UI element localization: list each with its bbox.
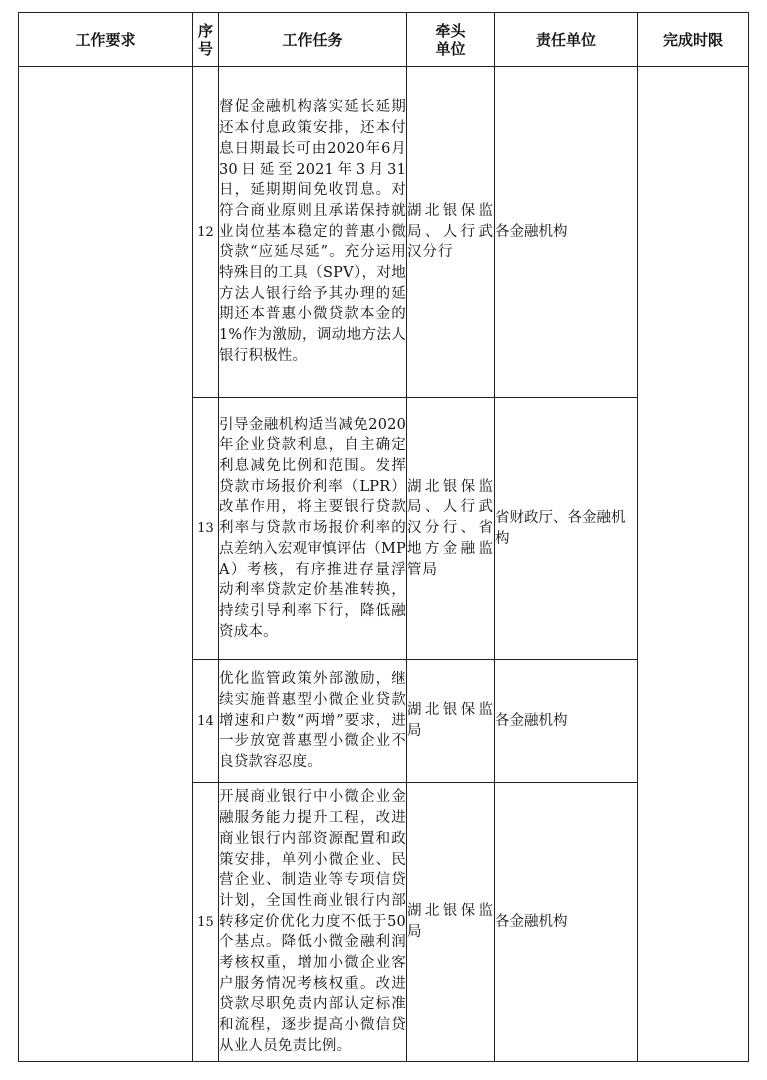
task-cell: 开展商业银行中小微企业金融服务能力提升工程，改进商业银行内部资源配置和政策安排，单列小微企业、民营企业、制造业等专项信贷计划，全国性商业银行内部转移定价优化力度不低于50个基点。降低小微金融利润考核权重，增加小微企业客户服务情况考核权重。改进贷款尽职免责内部认定标准和流程，逐步提高小微信贷从业人员免责比例。 bbox=[219, 783, 407, 1062]
responsible-unit-cell: 省财政厅、各金融机构 bbox=[495, 398, 638, 660]
task-cell: 引导金融机构适当减免2020年企业贷款利息，自主确定利息减免比例和范围。发挥贷款市场报价利率（LPR）改革作用，将主要银行贷款利率与贷款市场报价利率的点差纳入宏观审慎评估（MPA）考核，有序推进存量浮动利率贷款定价基准转换，持续引导利率下行，降低融资成本。 bbox=[219, 398, 407, 660]
header-lead-unit-text: 牵头单位 bbox=[435, 21, 466, 58]
row-number: 13 bbox=[193, 398, 219, 660]
task-cell: 督促金融机构落实延长延期还本付息政策安排，还本付息日期最长可由2020年6月30日延至2021年3月31日，延期期间免收罚息。对符合商业原则且承诺保持就业岗位基本稳定的普惠小微贷款“应延尽延”。充分运用特殊目的工具（SPV），对地方法人银行给予其办理的延期还本普惠小微贷款本金的1%作为激励，调动地方法人银行积极性。 bbox=[219, 67, 407, 398]
row-number: 14 bbox=[193, 660, 219, 783]
header-deadline: 完成时限 bbox=[638, 13, 749, 67]
table-header-row bbox=[19, 13, 749, 67]
lead-unit-cell: 湖北银保监局 bbox=[407, 783, 495, 1062]
header-task: 工作任务 bbox=[219, 13, 407, 67]
row-number: 15 bbox=[193, 783, 219, 1062]
header-number bbox=[193, 13, 219, 67]
responsible-unit-cell: 各金融机构 bbox=[495, 783, 638, 1062]
deadline-cell bbox=[638, 67, 749, 1062]
task-cell: 优化监管政策外部激励，继续实施普惠型小微企业贷款增速和户数“两增”要求，进一步放宽普惠型小微企业不良贷款容忍度。 bbox=[219, 660, 407, 783]
header-number-text: 序号 bbox=[197, 21, 213, 58]
lead-unit-cell: 湖北银保监局、人行武汉分行 bbox=[407, 67, 495, 398]
responsible-unit-cell: 各金融机构 bbox=[495, 660, 638, 783]
policy-task-table bbox=[18, 12, 749, 1062]
responsible-unit-cell: 各金融机构 bbox=[495, 67, 638, 398]
requirement-cell bbox=[19, 67, 193, 1062]
header-requirement: 工作要求 bbox=[19, 13, 193, 67]
header-lead-unit bbox=[407, 13, 495, 67]
header-responsible-unit: 责任单位 bbox=[495, 13, 638, 67]
lead-unit-cell: 湖北银保监局、人行武汉分行、省地方金融监管局 bbox=[407, 398, 495, 660]
row-number: 12 bbox=[193, 67, 219, 398]
lead-unit-cell: 湖北银保监局 bbox=[407, 660, 495, 783]
table-row bbox=[19, 67, 749, 398]
